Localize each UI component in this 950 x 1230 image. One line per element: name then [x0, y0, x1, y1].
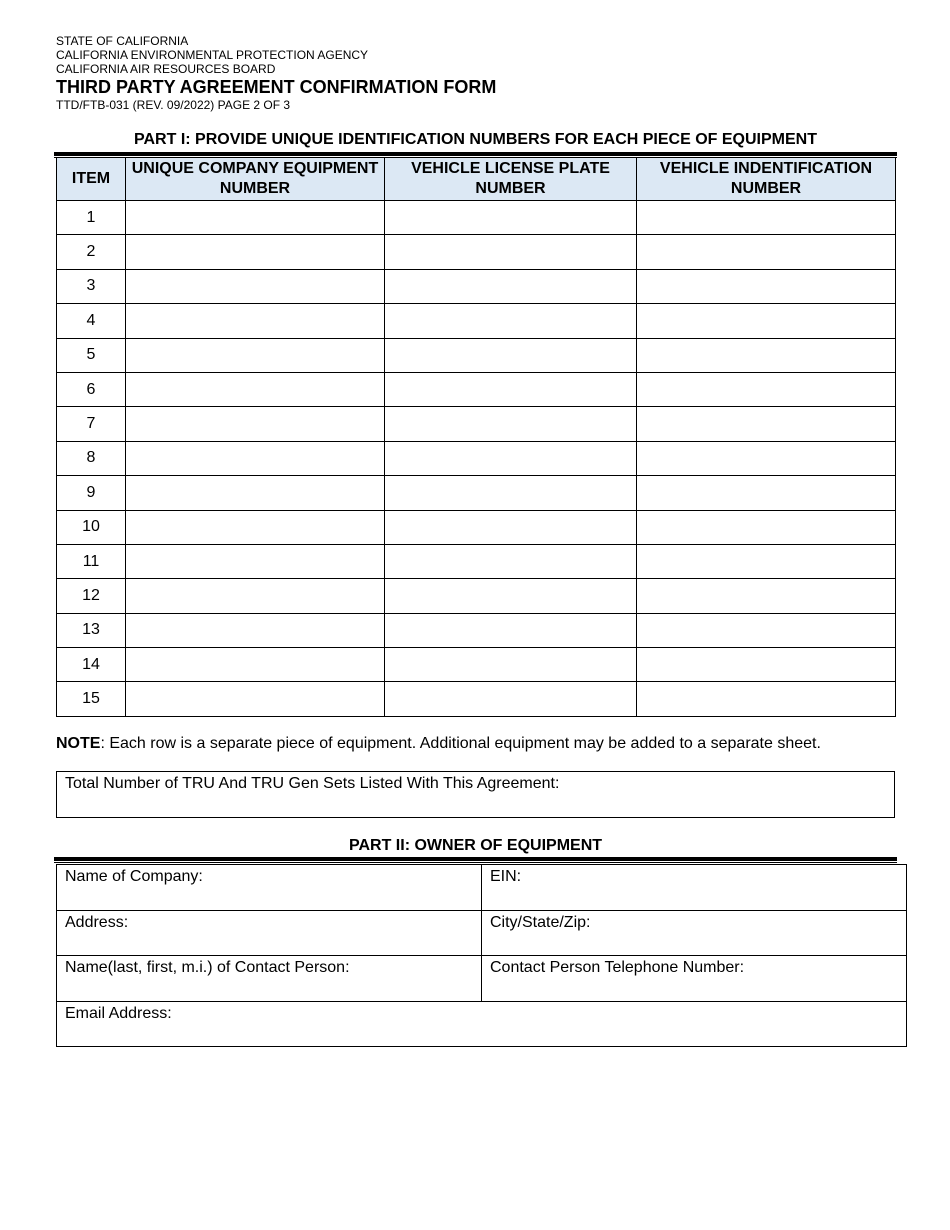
table-row — [57, 304, 896, 338]
agency-line-carb: CALIFORNIA AIR RESOURCES BOARD — [56, 62, 276, 76]
vin-cell[interactable] — [637, 235, 896, 269]
part2-title: PART II: OWNER OF EQUIPMENT — [348, 837, 603, 854]
item-number: 7 — [57, 407, 126, 441]
vin-cell[interactable] — [637, 441, 896, 475]
vin-cell[interactable] — [637, 648, 896, 682]
item-number: 4 — [57, 304, 126, 338]
table-row — [57, 613, 896, 647]
item-number: 3 — [57, 269, 126, 303]
total-units-label: Total Number of TRU And TRU Gen Sets Listed With This Agreement: — [65, 775, 560, 792]
part1-rule — [54, 152, 897, 156]
item-number: 9 — [57, 476, 126, 510]
owner-row — [57, 956, 907, 1002]
equipment-number-cell[interactable] — [126, 544, 385, 578]
item-number: 1 — [57, 201, 126, 235]
license-plate-cell[interactable] — [385, 372, 637, 406]
license-plate-cell[interactable] — [385, 235, 637, 269]
license-plate-cell[interactable] — [385, 682, 637, 716]
owner-table — [56, 864, 907, 1047]
equipment-table — [56, 157, 896, 717]
owner-row — [57, 1001, 907, 1047]
col-company-equipment-number: UNIQUE COMPANY EQUIPMENT NUMBER — [126, 158, 385, 201]
item-number: 8 — [57, 441, 126, 475]
form-revision: TTD/FTB-031 (REV. 09/2022) PAGE 2 OF 3 — [56, 98, 291, 112]
vin-cell[interactable] — [637, 613, 896, 647]
equipment-number-cell[interactable] — [126, 338, 385, 372]
item-number: 15 — [57, 682, 126, 716]
total-units-field[interactable] — [56, 771, 895, 818]
equipment-number-cell[interactable] — [126, 441, 385, 475]
form-title: THIRD PARTY AGREEMENT CONFIRMATION FORM — [56, 77, 497, 97]
equipment-number-cell[interactable] — [126, 613, 385, 647]
vin-cell[interactable] — [637, 682, 896, 716]
agency-line-state: STATE OF CALIFORNIA — [56, 34, 189, 48]
owner-row — [57, 865, 907, 911]
note — [56, 734, 821, 754]
ein-label: EIN: — [490, 868, 522, 885]
contact-name-field[interactable] — [57, 956, 482, 1002]
table-row — [57, 372, 896, 406]
email-field[interactable] — [57, 1001, 907, 1047]
equipment-number-cell[interactable] — [126, 476, 385, 510]
license-plate-cell[interactable] — [385, 269, 637, 303]
vin-cell[interactable] — [637, 579, 896, 613]
license-plate-cell[interactable] — [385, 338, 637, 372]
license-plate-cell[interactable] — [385, 407, 637, 441]
item-number: 2 — [57, 235, 126, 269]
col-vin: VEHICLE INDENTIFICATION NUMBER — [637, 158, 896, 201]
part2-rule — [54, 857, 897, 861]
table-row — [57, 441, 896, 475]
contact-phone-field[interactable] — [482, 956, 907, 1002]
vin-cell[interactable] — [637, 510, 896, 544]
item-number: 14 — [57, 648, 126, 682]
item-number: 13 — [57, 613, 126, 647]
vin-cell[interactable] — [637, 407, 896, 441]
table-row — [57, 235, 896, 269]
contact-name-label: Name(last, first, m.i.) of Contact Person: — [65, 959, 350, 976]
equipment-number-cell[interactable] — [126, 304, 385, 338]
part2-rule-thin — [54, 862, 897, 863]
table-row — [57, 476, 896, 510]
table-row — [57, 648, 896, 682]
license-plate-cell[interactable] — [385, 476, 637, 510]
vin-cell[interactable] — [637, 544, 896, 578]
table-row — [57, 269, 896, 303]
license-plate-cell[interactable] — [385, 441, 637, 475]
part1-title: PART I: PROVIDE UNIQUE IDENTIFICATION NUMBERS FOR EACH PIECE OF EQUIPMENT — [134, 131, 817, 148]
license-plate-cell[interactable] — [385, 579, 637, 613]
company-name-field[interactable] — [57, 865, 482, 911]
vin-cell[interactable] — [637, 476, 896, 510]
vin-cell[interactable] — [637, 372, 896, 406]
equipment-number-cell[interactable] — [126, 510, 385, 544]
equipment-number-cell[interactable] — [126, 201, 385, 235]
table-row — [57, 544, 896, 578]
equipment-number-cell[interactable] — [126, 682, 385, 716]
equipment-number-cell[interactable] — [126, 579, 385, 613]
equipment-table-header — [57, 158, 896, 201]
table-row — [57, 407, 896, 441]
table-row — [57, 579, 896, 613]
vin-cell[interactable] — [637, 304, 896, 338]
vin-cell[interactable] — [637, 338, 896, 372]
contact-phone-label: Contact Person Telephone Number: — [490, 959, 745, 976]
license-plate-cell[interactable] — [385, 544, 637, 578]
note-text: : Each row is a separate piece of equipment. Additional equipment may be added to a separate sheet. — [100, 735, 821, 752]
equipment-number-cell[interactable] — [126, 235, 385, 269]
city-state-zip-field[interactable] — [482, 910, 907, 956]
company-name-label: Name of Company: — [65, 868, 203, 885]
license-plate-cell[interactable] — [385, 201, 637, 235]
col-item: ITEM — [57, 158, 126, 201]
col-license-plate: VEHICLE LICENSE PLATE NUMBER — [385, 158, 637, 201]
table-row — [57, 201, 896, 235]
license-plate-cell[interactable] — [385, 648, 637, 682]
vin-cell[interactable] — [637, 269, 896, 303]
agency-line-calepa: CALIFORNIA ENVIRONMENTAL PROTECTION AGENCY — [56, 48, 369, 62]
ein-field[interactable] — [482, 865, 907, 911]
note-label: NOTE — [56, 735, 101, 752]
license-plate-cell[interactable] — [385, 613, 637, 647]
equipment-number-cell[interactable] — [126, 407, 385, 441]
address-field[interactable] — [57, 910, 482, 956]
email-label: Email Address: — [65, 1004, 172, 1022]
equipment-number-cell[interactable] — [126, 648, 385, 682]
city-state-zip-label: City/State/Zip: — [490, 913, 591, 931]
table-row — [57, 510, 896, 544]
table-row — [57, 338, 896, 372]
equipment-number-cell[interactable] — [126, 269, 385, 303]
license-plate-cell[interactable] — [385, 510, 637, 544]
table-row — [57, 682, 896, 716]
item-number: 5 — [57, 338, 126, 372]
equipment-number-cell[interactable] — [126, 372, 385, 406]
item-number: 12 — [57, 579, 126, 613]
vin-cell[interactable] — [637, 201, 896, 235]
owner-row — [57, 910, 907, 956]
license-plate-cell[interactable] — [385, 304, 637, 338]
address-label: Address: — [65, 913, 129, 931]
item-number: 10 — [57, 510, 126, 544]
item-number: 11 — [57, 544, 126, 578]
item-number: 6 — [57, 372, 126, 406]
